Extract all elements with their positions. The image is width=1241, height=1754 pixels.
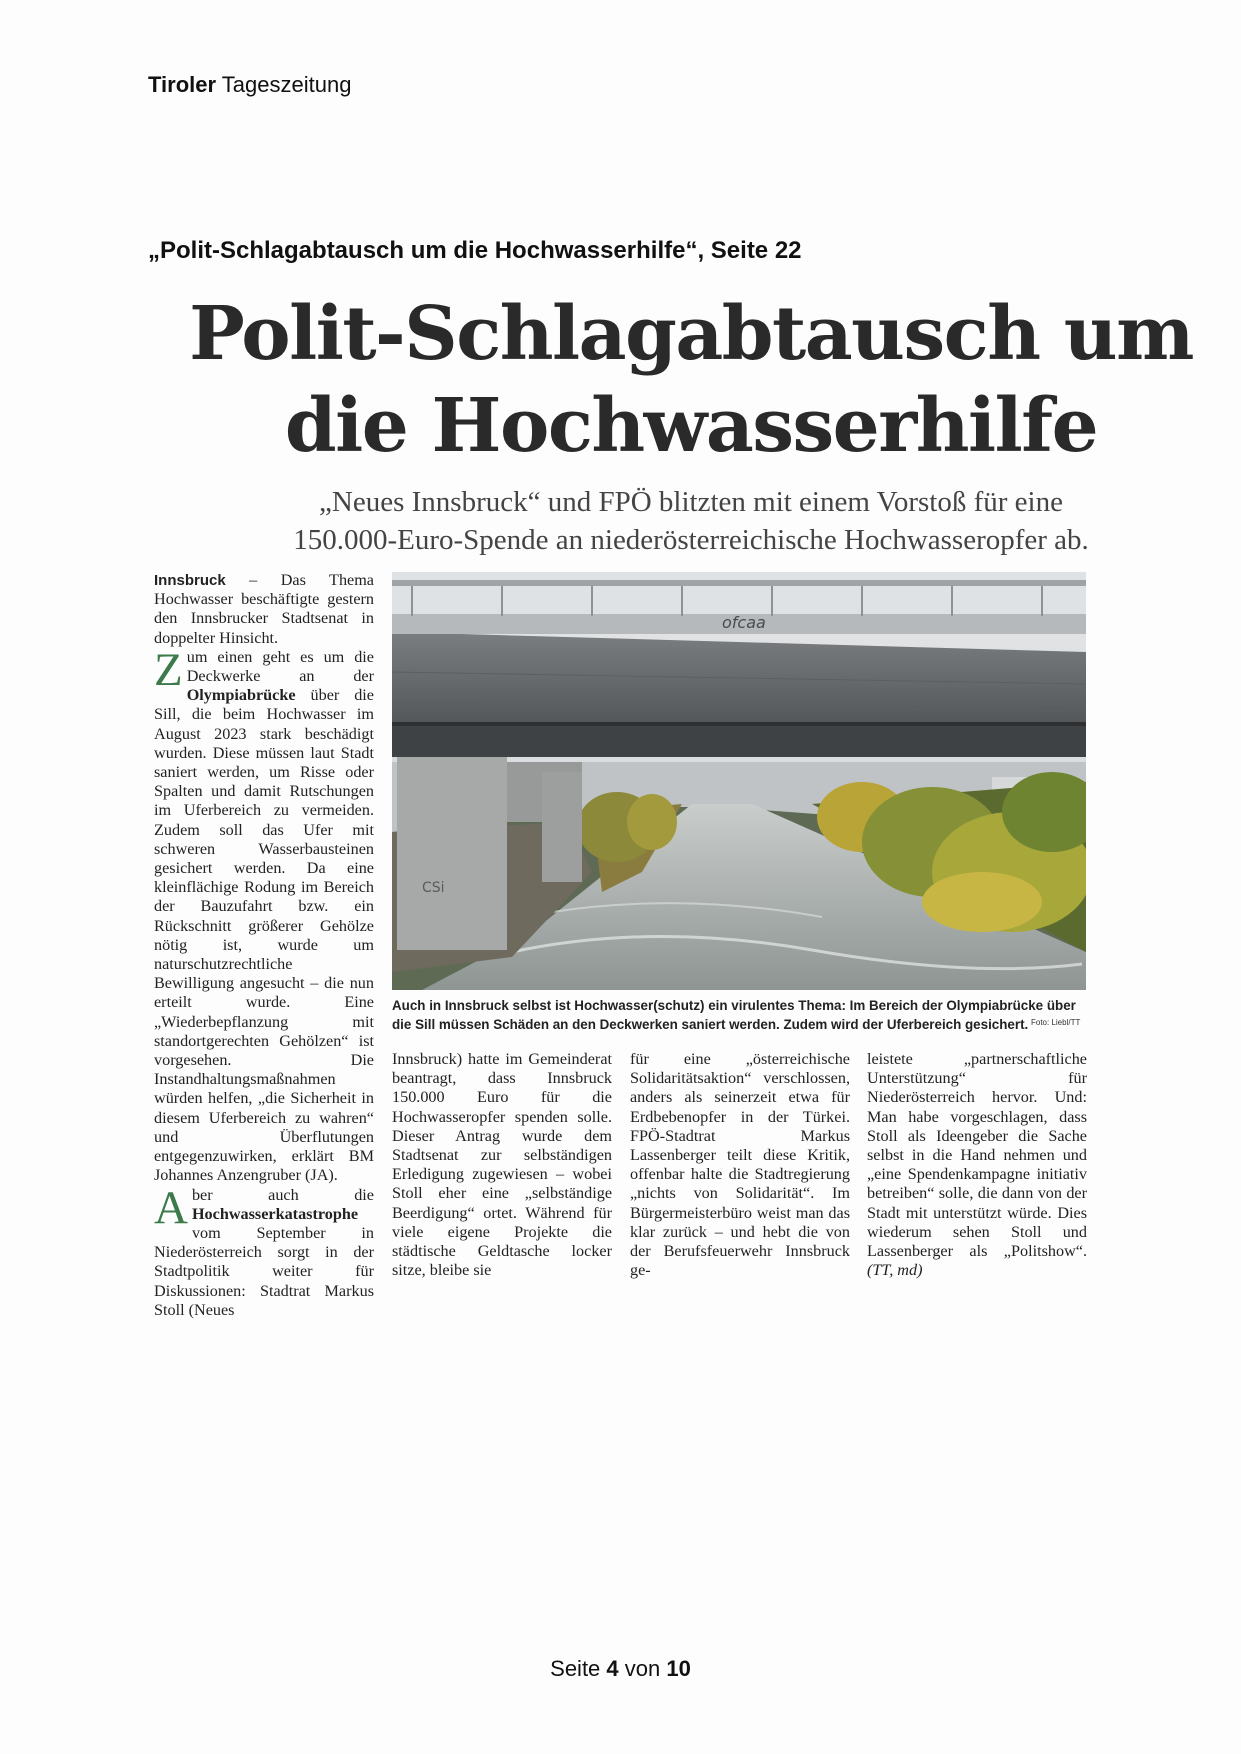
- footer-page-total: 10: [666, 1656, 691, 1681]
- headline-line-2: die Hochwasserhilfe: [284, 383, 1098, 469]
- headline-line-1: Polit-Schlagabtausch um: [189, 291, 1193, 377]
- article-headline: [148, 288, 1234, 472]
- masthead-brand-bold: Tiroler: [148, 72, 217, 97]
- column-4-text: leistete „partnerschaftliche Unterstützung“ für Niederösterreich hervor. Und: Man habe vorgeschlagen, dass Stoll als Ideengeber die Sache selbst in die Hand nehmen und „eine Spendenkampagne initiativ betreiben“ solle, die dann von der Stadt mit unterstützt würde. Dies wiederum sehen Stoll und Lassenberger als „Politshow“.: [867, 1050, 1087, 1261]
- masthead-brand-rest: Tageszeitung: [216, 72, 352, 97]
- footer-prefix: Seite: [550, 1656, 607, 1681]
- bridge-river-photo: [392, 572, 1086, 990]
- paragraph-1-text-b: über die Sill, die beim Hochwasser im August 2023 stark beschädigt wurden. Diese müssen laut Stadt saniert werden, um Risse oder Spalten und damit Rutschungen im Uferbereich zu vermeiden. Zudem soll das Ufer mit schweren Wasserbausteinen gesichert werden. Da eine kleinflächige Rodung im Bereich der Bauzufahrt bzw. ein Rückschnitt größerer Gehölze nötig ist, wurde um naturschutzrechtliche Bewilligung angesucht – die nun erteilt wurde. Eine „Wiederbepflanzung mit standortgerechten Gehölzen“ ist vorgesehen. Die Instandhaltungsmaßnahmen würden helfen, „die Sicherheit in diesem Uferbereich zu wahren“ und Überflutungen entgegenzuwirken, erklärt BM Johannes Anzengruber (JA).: [154, 686, 374, 1185]
- svg-text:ofcaa: ofcaa: [722, 613, 766, 632]
- paragraph-2-text-a: ber auch die: [191, 1185, 374, 1204]
- masthead: [148, 72, 351, 98]
- paragraph-2-bold: Hochwasserkatastrophe: [191, 1204, 359, 1223]
- paragraph-1-bold: Olympiabrücke: [186, 686, 296, 705]
- column-3-text: für eine „österreichische Solidaritätsaktion“ verschlossen, anders als seinerzeit etwa für Erdbebenopfer in der Türkei. FPÖ-Stadtrat Markus Lassenberger teilt diese Kritik, offenbar halte die Stadtregierung „nichts von Solidarität“. Im Bürgermeisterbüro weist man das klar zurück – und hebt die von der Berufsfeuerwehr Innsbruck ge-: [630, 1050, 850, 1280]
- column-2-text: Innsbruck) hatte im Gemeinderat beantragt, dass Innsbruck 150.000 Euro für die Hochwasseropfer spenden solle. Dieser Antrag wurde dem Stadtsenat zur selbständigen Erledigung zugewiesen – wobei Stoll eher eine „selbständige Beerdigung“ ortet. Während für viele eigene Projekte die städtische Geldtasche locker sitze, bleibe sie: [392, 1050, 612, 1280]
- article-dek: [148, 483, 1234, 559]
- page-footer: [0, 1656, 1241, 1682]
- dateline-place: Innsbruck: [154, 572, 226, 589]
- footer-page-number: 4: [606, 1656, 619, 1681]
- dropcap-a: A: [154, 1181, 188, 1234]
- svg-text:CSi: CSi: [422, 880, 445, 896]
- source-reference: „Polit-Schlagabtausch um die Hochwasserhilfe“, Seite 22: [148, 237, 802, 264]
- dek-line-2: 150.000-Euro-Spende an niederösterreichische Hochwasseropfer ab.: [293, 524, 1089, 556]
- paragraph-1-text-a: um einen geht es um die Deckwerke an der: [186, 647, 374, 686]
- column-4-paragraph: [867, 1050, 1087, 1280]
- body-column-4: [867, 1050, 1087, 1280]
- body-column-1: [154, 571, 374, 1320]
- dek-line-1: „Neues Innsbruck“ und FPÖ blitzten mit einem Vorstoß für eine: [319, 486, 1063, 518]
- dropcap-z: Z: [154, 643, 183, 696]
- article-byline: (TT, md): [867, 1261, 923, 1280]
- intro-paragraph: [154, 571, 374, 648]
- photo-credit: Foto: Liebl/TT: [1031, 1018, 1081, 1027]
- paragraph-1: [154, 643, 374, 1186]
- photo-caption: Auch in Innsbruck selbst ist Hochwasser(schutz) ein virulentes Thema: Im Bereich der Olympiabrücke über die Sill müssen Schäden an den Deckwerken saniert werden. Zudem wird der Uferbereich gesichert.: [392, 998, 1076, 1032]
- paragraph-2-text-b: vom September in Niederösterreich sorgt in der Stadtpolitik weiter für Diskussionen: Stadtrat Markus Stoll (Neues: [154, 1223, 374, 1319]
- paragraph-2: [154, 1181, 374, 1320]
- intro-text: – Das Thema Hochwasser beschäftigte gestern den Innsbrucker Stadtsenat in doppelter Hinsicht.: [154, 571, 374, 647]
- body-column-3: [630, 1050, 850, 1280]
- body-column-2: [392, 1050, 612, 1280]
- article-photo: [392, 572, 1086, 990]
- footer-mid: von: [618, 1656, 667, 1681]
